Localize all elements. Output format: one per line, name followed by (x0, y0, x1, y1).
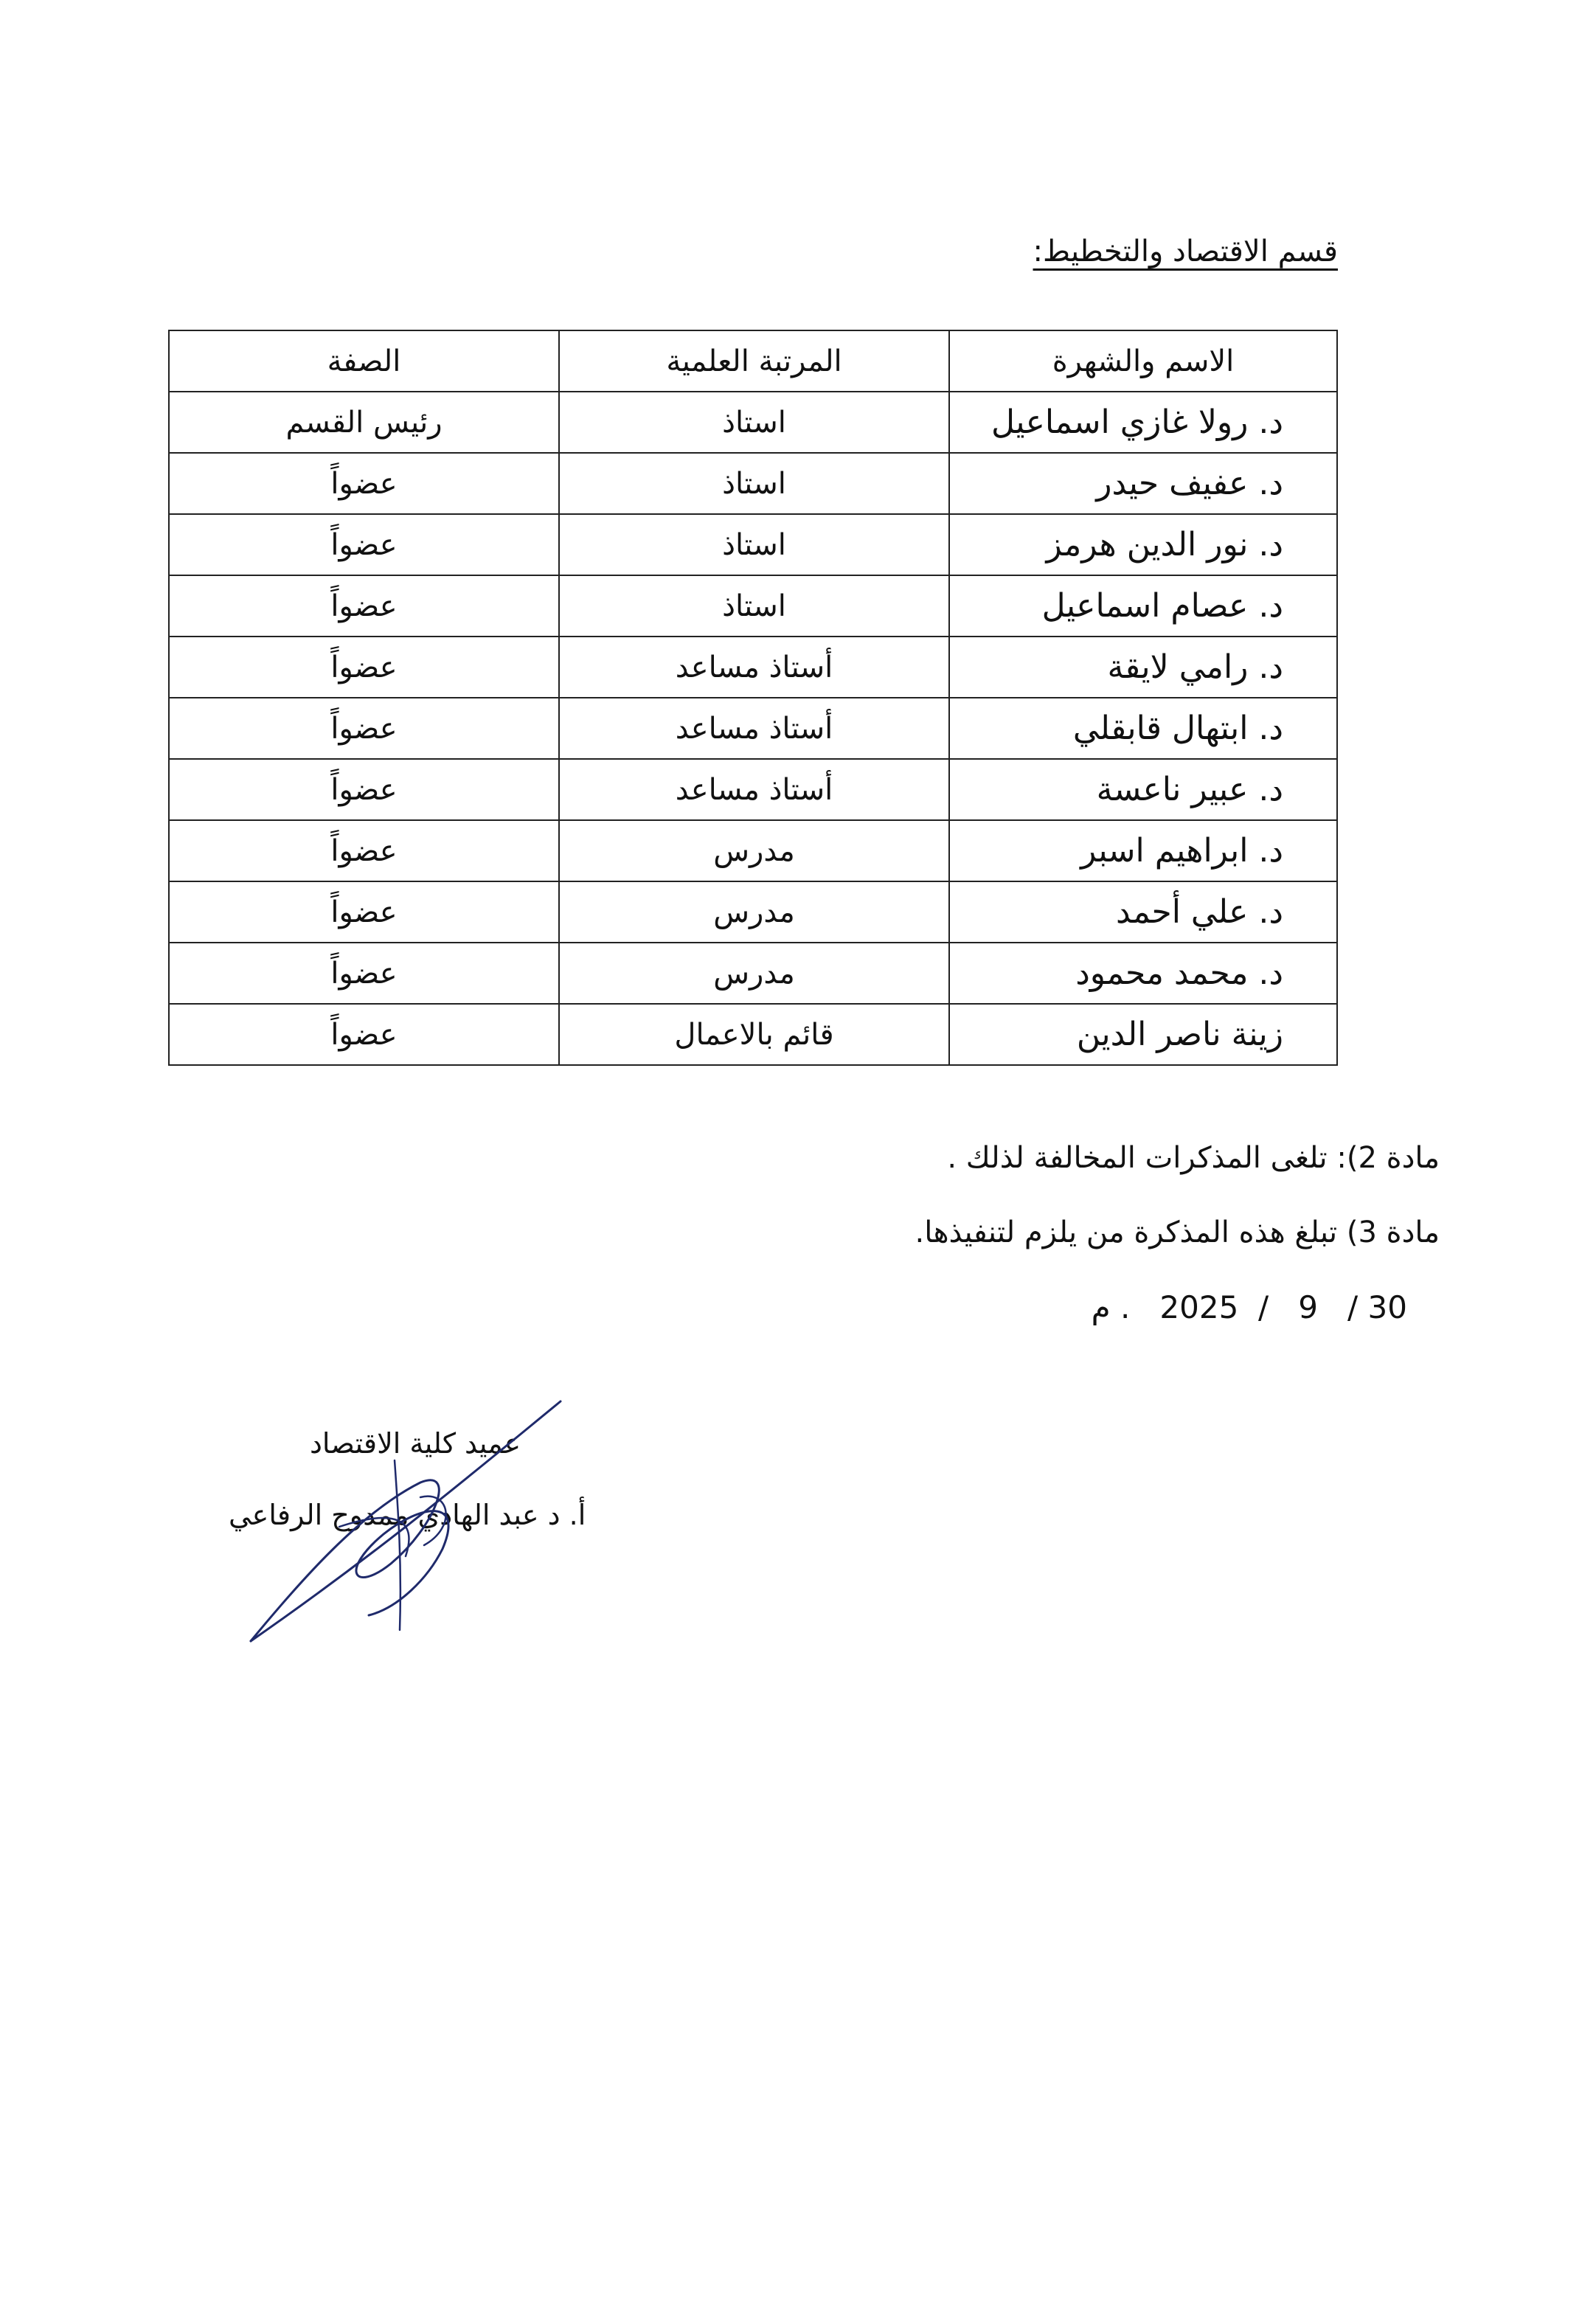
member-name: د. نور الدين هرمز (949, 514, 1337, 575)
table-row (169, 881, 1337, 943)
member-name: د. ابراهيم اسبر (949, 820, 1337, 881)
member-role: عضواً (169, 759, 559, 820)
table-row (169, 943, 1337, 1004)
member-rank: مدرس (559, 881, 949, 943)
signature-mark (236, 1387, 575, 1652)
table-row (169, 392, 1337, 453)
date-day: 30 (1367, 1289, 1407, 1325)
member-name: د. عصام اسماعيل (949, 575, 1337, 637)
member-rank: أستاذ مساعد (559, 698, 949, 759)
member-rank: استاذ (559, 392, 949, 453)
member-name: د. محمد محمود (949, 943, 1337, 1004)
date-year: 2025 (1159, 1289, 1239, 1325)
table-row (169, 637, 1337, 698)
date-month: 9 (1298, 1289, 1318, 1325)
issue-date: م . 2025 / 9 / 30 (1091, 1289, 1407, 1325)
member-role: عضواً (169, 698, 559, 759)
member-role: عضواً (169, 637, 559, 698)
table-row (169, 453, 1337, 514)
article-3: مادة 3) تبلغ هذه المذكرة من يلزم لتنفيذها. (915, 1216, 1440, 1249)
member-name: د. عبير ناعسة (949, 759, 1337, 820)
header-role: الصفة (169, 330, 559, 392)
dean-name: أ. د عبد الهادي ممدوح الرفاعي (229, 1499, 586, 1531)
dean-title: عميد كلية الاقتصاد (310, 1427, 521, 1460)
member-rank: أستاذ مساعد (559, 637, 949, 698)
member-name: د. رولا غازي اسماعيل (949, 392, 1337, 453)
table-header-row (169, 330, 1337, 392)
table-row (169, 1004, 1337, 1065)
member-rank: استاذ (559, 514, 949, 575)
member-role: عضواً (169, 943, 559, 1004)
table-row (169, 698, 1337, 759)
date-suffix: م . (1091, 1289, 1131, 1325)
member-name: د. علي أحمد (949, 881, 1337, 943)
member-rank: مدرس (559, 943, 949, 1004)
member-rank: قائم بالاعمال (559, 1004, 949, 1065)
table-row (169, 820, 1337, 881)
member-rank: أستاذ مساعد (559, 759, 949, 820)
member-name: د. رامي لايقة (949, 637, 1337, 698)
header-name: الاسم والشهرة (949, 330, 1337, 392)
member-role: عضواً (169, 1004, 559, 1065)
table-row (169, 759, 1337, 820)
member-rank: استاذ (559, 575, 949, 637)
member-name: د. عفيف حيدر (949, 453, 1337, 514)
member-rank: مدرس (559, 820, 949, 881)
member-role: عضواً (169, 820, 559, 881)
table-row (169, 514, 1337, 575)
table-row (169, 575, 1337, 637)
member-role: عضواً (169, 575, 559, 637)
header-rank: المرتبة العلمية (559, 330, 949, 392)
member-role: عضواً (169, 514, 559, 575)
member-name: زينة ناصر الدين (949, 1004, 1337, 1065)
article-2: مادة 2): تلغى المذكرات المخالفة لذلك . (947, 1141, 1440, 1175)
committee-table (168, 330, 1338, 1066)
member-role: عضواً (169, 453, 559, 514)
member-rank: استاذ (559, 453, 949, 514)
section-heading: قسم الاقتصاد والتخطيط: (1033, 235, 1338, 268)
member-role: رئيس القسم (169, 392, 559, 453)
member-role: عضواً (169, 881, 559, 943)
member-name: د. ابتهال قابقلي (949, 698, 1337, 759)
